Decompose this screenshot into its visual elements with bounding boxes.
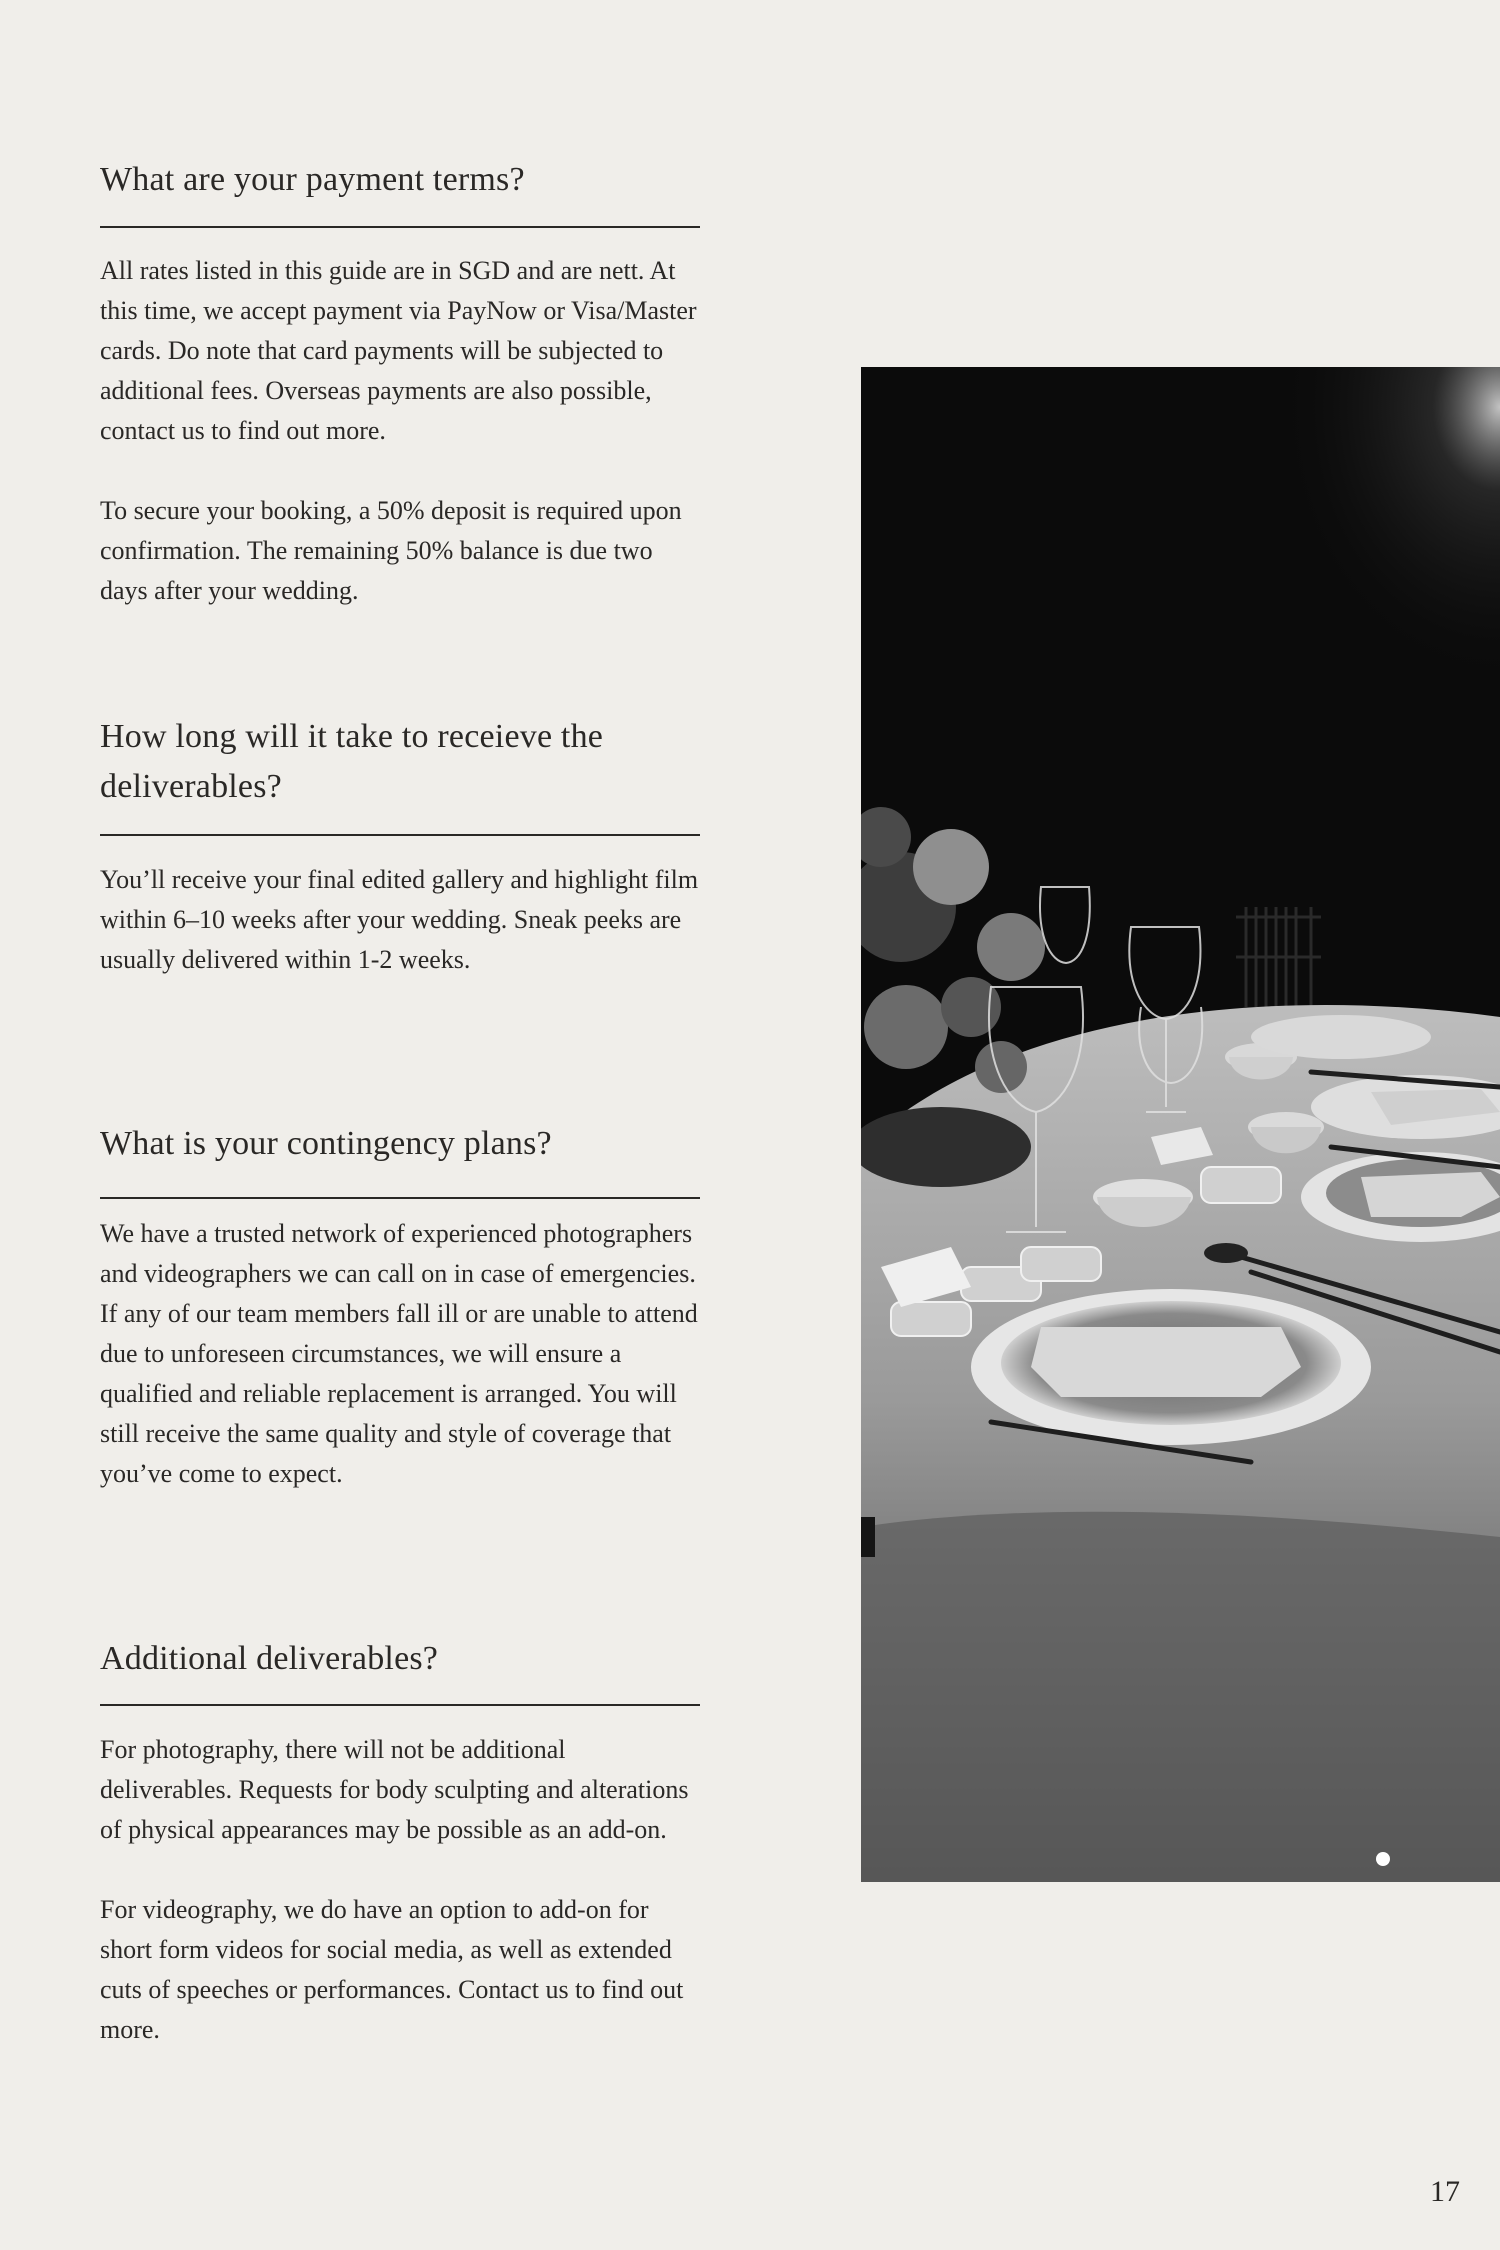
section-heading: How long will it take to receieve the deliverables? bbox=[100, 718, 604, 805]
section-body bbox=[100, 251, 700, 611]
section-body bbox=[100, 1730, 700, 2050]
faq-section-additional-deliverables bbox=[100, 1634, 700, 1684]
heading-divider bbox=[100, 226, 700, 228]
section-body bbox=[100, 1214, 700, 1494]
section-heading: Additional deliverables? bbox=[100, 1640, 439, 1677]
section-paragraph: For videography, we do have an option to add-on for short form videos for social media, as well as extended cuts of speeches or performances. Contact us to find out more. bbox=[100, 1895, 684, 2044]
heading-divider bbox=[100, 1197, 700, 1199]
heading-divider bbox=[100, 1704, 700, 1706]
heading-divider bbox=[100, 834, 700, 836]
page-number: 17 bbox=[1430, 2175, 1460, 2208]
section-paragraph: We have a trusted network of experienced photographers and videographers we can call on in case of emergencies. If any of our team members fall ill or are unable to attend due to unforeseen circumstances, we will ensure a qualified and reliable replacement is arranged. You will still receive the same quality and style of coverage that you’ve come to expect. bbox=[100, 1219, 698, 1488]
section-paragraph: You’ll receive your final edited gallery and highlight film within 6–10 weeks after your wedding. Sneak peeks are usually delivered within 1-2 weeks. bbox=[100, 865, 699, 974]
faq-section-payment-terms bbox=[100, 155, 700, 205]
section-paragraph: For photography, there will not be additional deliverables. Requests for body sculpting and alterations of physical appearances may be possible as an add-on. bbox=[100, 1735, 689, 1844]
section-paragraph: All rates listed in this guide are in SGD and are nett. At this time, we accept payment via PayNow or Visa/Master cards. Do note that card payments will be subjected to additional fees. Overseas payments are also possible, contact us to find out more. bbox=[100, 256, 697, 445]
faq-section-contingency bbox=[100, 1119, 700, 1169]
section-paragraph: To secure your booking, a 50% deposit is required upon confirmation. The remaining 50% balance is due two days after your wedding. bbox=[100, 496, 682, 605]
faq-section-deliverables-timeline bbox=[100, 712, 700, 812]
table-setting-photo bbox=[861, 367, 1500, 1882]
section-heading: What is your contingency plans? bbox=[100, 1125, 552, 1162]
section-heading: What are your payment terms? bbox=[100, 161, 525, 198]
section-body bbox=[100, 860, 700, 980]
